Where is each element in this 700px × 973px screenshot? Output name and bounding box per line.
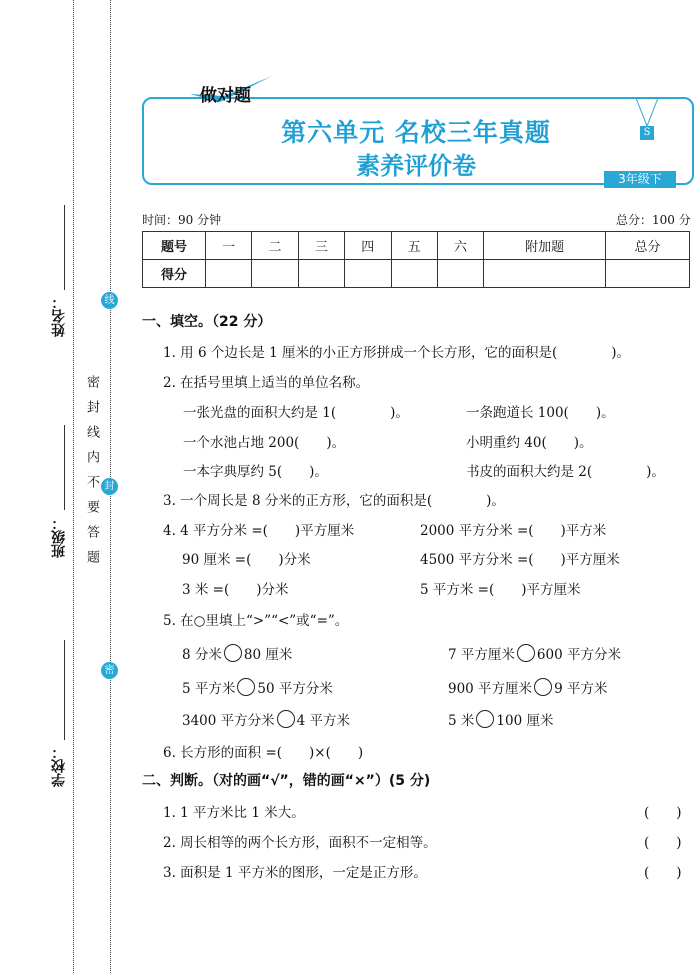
compare-circle[interactable] [237, 678, 255, 696]
score-table [142, 231, 690, 288]
question-2d: 小明重约 40( )。 [466, 435, 593, 451]
exam-time: 时间：90 分钟 [142, 213, 222, 227]
score-input-cell[interactable] [605, 260, 689, 288]
score-header-cell: 总分 [605, 232, 689, 260]
question-4e: 3 米 =( )分米 [182, 582, 289, 598]
brand-logo: 做对题 [200, 86, 251, 106]
grade-badge: 3年级下 [604, 171, 676, 188]
binding-line-outer [73, 0, 74, 973]
class-label: 班级： [51, 516, 67, 558]
seal-warning-text: 密封线内不要答题 [84, 375, 99, 575]
score-header-cell: 二 [252, 232, 298, 260]
question-4d: 4500 平方分米 =( )平方厘米 [420, 552, 620, 568]
question-2c: 一个水池占地 200( )。 [183, 435, 346, 451]
section-2-title: 二、判断。（对的画“√”，错的画“×”）(5 分) [142, 773, 431, 789]
section-1-title: 一、填空。（22 分） [142, 314, 272, 330]
name-blank-line [64, 205, 65, 290]
compare-circle[interactable] [277, 710, 295, 728]
school-blank-line [64, 640, 65, 740]
score-input-cell[interactable] [437, 260, 483, 288]
score-header-cell: 题号 [143, 232, 206, 260]
judge-answer-blank[interactable]: ( ) [644, 865, 682, 881]
compare-item: 8 分米 80 厘米 [182, 643, 292, 663]
question-2e: 一本字典厚约 5( )。 [183, 464, 328, 480]
score-input-cell[interactable] [206, 260, 252, 288]
compare-item: 5 米 100 厘米 [448, 709, 553, 729]
score-input-cell[interactable] [345, 260, 391, 288]
score-input-cell[interactable] [391, 260, 437, 288]
question-2: 2. 在括号里填上适当的单位名称。 [163, 375, 370, 391]
score-table-score-row [143, 260, 690, 288]
compare-item: 7 平方厘米 600 平方分米 [448, 643, 621, 663]
page-title: 第六单元 名校三年真题 [281, 118, 551, 147]
compare-circle[interactable] [476, 710, 494, 728]
seal-circle-seal: 封 [101, 478, 118, 495]
score-header-cell: 四 [345, 232, 391, 260]
question-4a: 4. 4 平方分米 =( )平方厘米 [163, 523, 355, 539]
class-blank-line [64, 425, 65, 510]
compare-item: 3400 平方分米 4 平方米 [182, 709, 350, 729]
page-subtitle: 素养评价卷 [356, 152, 476, 180]
compare-circle[interactable] [517, 644, 535, 662]
score-input-cell[interactable] [298, 260, 344, 288]
seal-circle-secret: 密 [101, 662, 118, 679]
tag-string-icon [632, 98, 662, 128]
question-4f: 5 平方米 =( )平方厘米 [420, 582, 581, 598]
school-label: 学校： [51, 745, 67, 787]
compare-item: 900 平方厘米 9 平方米 [448, 677, 607, 697]
score-header-cell: 五 [391, 232, 437, 260]
question-2b: 一条跑道长 100( )。 [466, 405, 615, 421]
judge-1: 1. 1 平方米比 1 米大。 [163, 805, 305, 821]
question-1: 1. 用 6 个边长是 1 厘米的小正方形拼成一个长方形，它的面积是( )。 [163, 345, 631, 361]
score-header-cell: 六 [437, 232, 483, 260]
score-table-header-row [143, 232, 690, 260]
tag-badge: S [640, 126, 654, 140]
name-label: 姓名： [51, 295, 67, 337]
question-4c: 90 厘米 =( )分米 [182, 552, 311, 568]
score-input-cell[interactable] [484, 260, 606, 288]
compare-circle[interactable] [534, 678, 552, 696]
score-header-cell: 三 [298, 232, 344, 260]
seal-circle-line: 线 [101, 292, 118, 309]
question-2a: 一张光盘的面积大约是 1( )。 [183, 405, 409, 421]
question-5: 5. 在○里填上“>”“<”或“=”。 [163, 613, 349, 629]
score-row-label: 得分 [143, 260, 206, 288]
score-header-cell: 一 [206, 232, 252, 260]
question-6: 6. 长方形的面积 =( )×( ) [163, 745, 364, 761]
judge-2: 2. 周长相等的两个长方形，面积不一定相等。 [163, 835, 437, 851]
question-2f: 书皮的面积大约是 2( )。 [466, 464, 665, 480]
exam-total: 总分：100 分 [616, 213, 691, 227]
question-4b: 2000 平方分米 =( )平方米 [420, 523, 607, 539]
judge-answer-blank[interactable]: ( ) [644, 805, 682, 821]
compare-circle[interactable] [224, 644, 242, 662]
score-input-cell[interactable] [252, 260, 298, 288]
score-header-cell: 附加题 [484, 232, 606, 260]
compare-item: 5 平方米 50 平方分米 [182, 677, 333, 697]
question-3: 3. 一个周长是 8 分米的正方形，它的面积是( )。 [163, 493, 505, 509]
judge-3: 3. 面积是 1 平方米的图形，一定是正方形。 [163, 865, 427, 881]
judge-answer-blank[interactable]: ( ) [644, 835, 682, 851]
